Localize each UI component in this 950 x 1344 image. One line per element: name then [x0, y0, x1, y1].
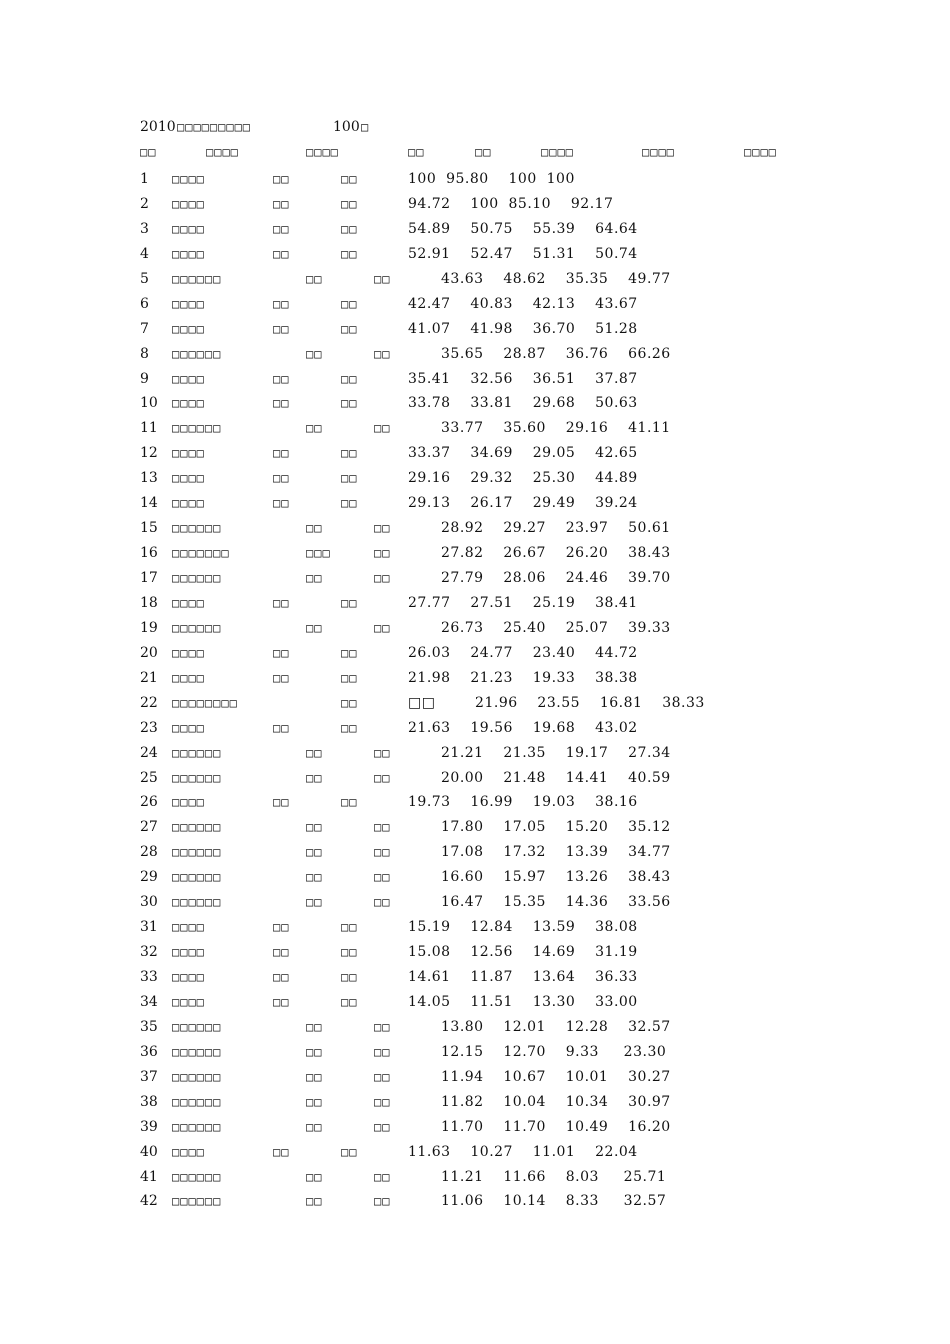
row-values: 21.21 21.35 19.17 27.34: [441, 744, 671, 761]
row-values: 41.07 41.98 36.70 51.28: [408, 320, 638, 337]
row-col-a: □□: [273, 795, 290, 810]
table-row: [0, 544, 950, 569]
row-values: 52.91 52.47 51.31 50.74: [408, 245, 638, 262]
row-name: □□□□: [172, 196, 205, 211]
row-col-a: □□: [273, 970, 290, 984]
row-values: 43.63 48.62 35.35 49.77: [441, 270, 671, 287]
row-number: 24: [140, 744, 158, 761]
row-number: 40: [140, 1143, 158, 1160]
row-number: 8: [140, 345, 149, 362]
table-row: [0, 394, 950, 419]
row-col-a: □□: [306, 845, 323, 860]
row-number: 31: [140, 919, 158, 936]
header-col-6: □□□□: [541, 145, 574, 159]
table-row: [0, 1192, 950, 1217]
row-col-a: □□: [273, 371, 290, 386]
row-col-a: □□: [306, 1094, 323, 1109]
row-col-b: □□: [374, 346, 391, 361]
row-name: □□□□□□: [172, 1094, 222, 1109]
row-col-a: □□: [273, 471, 290, 486]
row-col-b: □□: [341, 920, 358, 935]
table-row: [0, 444, 950, 469]
table-row: [0, 494, 950, 519]
table-row: [0, 170, 950, 195]
row-col-b: □□: [374, 546, 391, 561]
row-col-b: □□: [374, 895, 391, 910]
table-row: [0, 868, 950, 893]
row-col-b: □□: [341, 645, 358, 660]
row-col-b: □□: [341, 720, 358, 735]
header-col-5: □□: [475, 145, 492, 159]
row-number: 42: [140, 1193, 158, 1210]
row-name: □□□□□□□: [172, 546, 230, 561]
row-col-a: □□: [273, 645, 290, 660]
row-values: 17.80 17.05 15.20 35.12: [441, 819, 671, 836]
row-col-b: □□: [341, 1144, 358, 1159]
table-row: [0, 1093, 950, 1118]
table-row: [0, 769, 950, 794]
table-row: [0, 843, 950, 868]
row-number: 9: [140, 370, 149, 387]
row-col-b: □□: [374, 870, 391, 885]
row-col-a: □□: [306, 820, 323, 835]
table-row: [0, 345, 950, 370]
title-suffix: □: [361, 120, 370, 134]
row-col-b: □□: [341, 795, 358, 810]
row-number: 32: [140, 944, 158, 961]
row-col-a: □□: [273, 321, 290, 336]
row-values: 11.94 10.67 10.01 30.27: [441, 1068, 671, 1085]
row-name: □□□□□□□□: [172, 695, 238, 710]
row-name: □□□□□□: [172, 895, 222, 910]
row-values: 11.06 10.14 8.33 32.57: [441, 1193, 667, 1210]
row-name: □□□□□□: [172, 421, 222, 436]
row-number: 26: [140, 794, 158, 811]
row-name: □□□□□□: [172, 271, 222, 286]
row-values: 29.16 29.32 25.30 44.89: [408, 470, 638, 487]
row-col-b: □□: [341, 396, 358, 411]
row-col-b: □□: [374, 1044, 391, 1059]
row-values: 35.65 28.87 36.76 66.26: [441, 345, 671, 362]
row-col-b: □□: [374, 820, 391, 835]
table-row: [0, 968, 950, 993]
row-name: □□□□□□: [172, 521, 222, 536]
table-row: [0, 744, 950, 769]
row-col-a: □□: [306, 895, 323, 910]
row-col-a: □□: [273, 196, 290, 211]
table-row: [0, 818, 950, 843]
row-values: 29.13 26.17 29.49 39.24: [408, 495, 638, 512]
row-number: 21: [140, 669, 158, 686]
row-values: 26.03 24.77 23.40 44.72: [408, 644, 638, 661]
row-values: 100 95.80 100 100: [408, 171, 575, 187]
row-number: 18: [140, 594, 158, 611]
table-row: [0, 694, 950, 719]
table-row: [0, 245, 950, 270]
table-row: [0, 220, 950, 245]
row-number: 19: [140, 619, 158, 636]
row-col-a: □□: [273, 920, 290, 935]
row-name: □□□□: [172, 496, 205, 511]
row-values: 11.82 10.04 10.34 30.97: [441, 1093, 671, 1110]
table-row: [0, 320, 950, 345]
row-col-b: □□: [374, 521, 391, 536]
header-col-4: □□: [408, 145, 425, 159]
row-col-b: □□: [374, 845, 391, 860]
row-number: 28: [140, 844, 158, 861]
row-values: 16.47 15.35 14.36 33.56: [441, 894, 671, 911]
row-number: 38: [140, 1093, 158, 1110]
row-name: □□□□: [172, 396, 205, 411]
table-row: [0, 1143, 950, 1168]
row-values: 26.73 25.40 25.07 39.33: [441, 619, 671, 636]
row-col-a: □□: [273, 172, 290, 186]
row-col-b: □□: [374, 1069, 391, 1084]
header-col-2: □□□□: [206, 145, 239, 159]
row-name: □□□□□□: [172, 845, 222, 860]
table-row: [0, 195, 950, 220]
row-values: 21.98 21.23 19.33 38.38: [408, 669, 638, 686]
row-col-b: □□: [374, 1169, 391, 1184]
row-col-a: □□: [306, 1119, 323, 1134]
row-name: □□□□□□: [172, 770, 222, 785]
row-col-a: □□: [306, 521, 323, 536]
row-values: 28.92 29.27 23.97 50.61: [441, 520, 671, 537]
row-values: 16.60 15.97 13.26 38.43: [441, 869, 671, 886]
row-col-a: □□: [273, 945, 290, 960]
row-values: 35.41 32.56 36.51 37.87: [408, 370, 638, 387]
table-row: [0, 469, 950, 494]
row-number: 35: [140, 1018, 158, 1035]
header-col-1: □□: [140, 145, 157, 159]
row-name: □□□□: [172, 371, 205, 386]
row-number: 41: [140, 1168, 158, 1185]
header-col-8: □□□□: [744, 145, 777, 159]
row-values: 33.37 34.69 29.05 42.65: [408, 445, 638, 462]
row-number: 20: [140, 644, 158, 661]
row-name: □□□□: [172, 471, 205, 486]
row-number: 2: [140, 195, 149, 212]
row-col-a: □□: [306, 620, 323, 635]
title-boxes: □□□□□□□□□: [177, 120, 252, 134]
row-col-b: □□: [374, 571, 391, 585]
row-values: 15.08 12.56 14.69 31.19: [408, 944, 638, 961]
row-name: □□□□: [172, 1144, 205, 1159]
row-values: 14.61 11.87 13.64 36.33: [408, 969, 638, 985]
row-col-a: □□: [306, 346, 323, 361]
row-name: □□□□: [172, 945, 205, 960]
row-values: 94.72 100 85.10 92.17: [408, 195, 614, 212]
row-values: 11.21 11.66 8.03 25.71: [441, 1168, 667, 1185]
row-col-a: □□: [306, 271, 323, 286]
row-col-a: □□: [306, 870, 323, 885]
row-col-b: □□: [374, 1094, 391, 1109]
row-values: 19.73 16.99 19.03 38.16: [408, 794, 638, 811]
row-col-b: □□: [341, 172, 358, 186]
table-row: [0, 719, 950, 744]
row-values: 27.77 27.51 25.19 38.41: [408, 594, 638, 611]
row-col-b: □□: [341, 496, 358, 511]
row-col-b: □□: [341, 221, 358, 236]
row-name: □□□□□□: [172, 1194, 222, 1209]
table-header: [0, 145, 950, 165]
row-number: 15: [140, 520, 158, 537]
row-col-b: □□: [341, 945, 358, 960]
row-col-a: □□: [306, 1044, 323, 1059]
row-name: □□□□□□: [172, 1019, 222, 1034]
row-values: 12.15 12.70 9.33 23.30: [441, 1043, 667, 1060]
row-number: 37: [140, 1068, 158, 1085]
table-row: [0, 519, 950, 544]
row-col-a: □□□: [306, 546, 331, 561]
row-values: 27.79 28.06 24.46 39.70: [441, 570, 671, 586]
row-col-a: □□: [273, 221, 290, 236]
row-col-b: □□: [341, 321, 358, 336]
row-col-b: □□: [374, 770, 391, 785]
header-col-3: □□□□: [306, 145, 339, 159]
table-row: [0, 793, 950, 818]
row-col-b: □□: [374, 271, 391, 286]
table-row: [0, 619, 950, 644]
row-col-b: □□: [341, 670, 358, 685]
row-name: □□□□□□: [172, 1069, 222, 1084]
row-name: □□□□: [172, 246, 205, 261]
table-row: [0, 993, 950, 1018]
row-col-b: □□: [341, 595, 358, 610]
table-row: [0, 419, 950, 444]
row-col-a: □□: [273, 670, 290, 685]
row-col-a: □□: [306, 1169, 323, 1184]
table-row: [0, 270, 950, 295]
row-col-a: □□: [306, 1019, 323, 1034]
row-number: 23: [140, 719, 158, 736]
row-values: 14.05 11.51 13.30 33.00: [408, 993, 638, 1010]
row-number: 29: [140, 869, 158, 886]
row-name: □□□□□□: [172, 1169, 222, 1184]
row-col-a: □□: [273, 396, 290, 411]
row-name: □□□□□□: [172, 346, 222, 361]
row-col-a: □□: [306, 1194, 323, 1209]
row-col-a: □□: [273, 296, 290, 311]
table-row: [0, 669, 950, 694]
row-number: 1: [140, 171, 149, 187]
table-row: [0, 1118, 950, 1143]
row-values: 27.82 26.67 26.20 38.43: [441, 545, 671, 562]
row-col-b: □□: [341, 446, 358, 461]
row-number: 27: [140, 819, 158, 836]
row-col-a: □□: [273, 1144, 290, 1159]
row-number: 33: [140, 969, 158, 985]
table-row: [0, 594, 950, 619]
table-row: [0, 893, 950, 918]
row-col-b: □□: [374, 421, 391, 436]
row-col-a: □□: [306, 1069, 323, 1084]
row-col-b: □□: [341, 246, 358, 261]
row-col-b: □□: [341, 196, 358, 211]
row-number: 3: [140, 220, 149, 237]
row-name: □□□□□□: [172, 870, 222, 885]
row-number: 6: [140, 295, 149, 312]
row-name: □□□□□□: [172, 620, 222, 635]
row-name: □□□□: [172, 670, 205, 685]
row-name: □□□□: [172, 795, 205, 810]
row-col-b: □□: [341, 471, 358, 486]
table-row: [0, 1043, 950, 1068]
row-col-a: □□: [273, 496, 290, 511]
row-number: 11: [140, 420, 158, 437]
row-col-a: □□: [273, 246, 290, 261]
row-name: □□□□□□: [172, 820, 222, 835]
row-name: □□□□: [172, 645, 205, 660]
row-name: □□□□: [172, 172, 205, 186]
row-number: 5: [140, 270, 149, 287]
row-name: □□□□: [172, 994, 205, 1009]
table-row: [0, 370, 950, 395]
row-number: 12: [140, 445, 158, 462]
row-number: 14: [140, 495, 158, 512]
row-values: 42.47 40.83 42.13 43.67: [408, 295, 638, 312]
row-values: 11.63 10.27 11.01 22.04: [408, 1143, 638, 1160]
title-prefix: 2010: [140, 119, 176, 135]
row-name: □□□□□□: [172, 1044, 222, 1059]
row-col-b: □□: [374, 1019, 391, 1034]
row-name: □□□□: [172, 970, 205, 984]
row-col-a: □□: [306, 421, 323, 436]
row-values: 20.00 21.48 14.41 40.59: [441, 769, 671, 786]
row-col-b: □□: [341, 296, 358, 311]
row-name: □□□□: [172, 595, 205, 610]
row-col-a: □□: [306, 745, 323, 760]
row-col-a: □□: [306, 770, 323, 785]
row-values: 13.80 12.01 12.28 32.57: [441, 1018, 671, 1035]
row-col-b: □□: [374, 745, 391, 760]
row-col-b: □□: [374, 620, 391, 635]
row-number: 39: [140, 1118, 158, 1135]
document-title: [140, 119, 740, 139]
row-col-b: □□: [341, 994, 358, 1009]
row-number: 36: [140, 1043, 158, 1060]
row-name: □□□□□□: [172, 745, 222, 760]
table-row: [0, 943, 950, 968]
row-values: 17.08 17.32 13.39 34.77: [441, 844, 671, 861]
row-name: □□□□: [172, 446, 205, 461]
row-values: 54.89 50.75 55.39 64.64: [408, 220, 638, 237]
row-col-a: □□: [273, 720, 290, 735]
row-name: □□□□□□: [172, 1119, 222, 1134]
header-col-7: □□□□: [642, 145, 675, 159]
row-values: 21.63 19.56 19.68 43.02: [408, 719, 638, 736]
row-number: 4: [140, 245, 149, 262]
row-col-a: □□: [273, 994, 290, 1009]
row-name: □□□□: [172, 221, 205, 236]
table-row: [0, 1018, 950, 1043]
row-col-a: □□: [273, 446, 290, 461]
row-number: 16: [140, 545, 158, 562]
table-row: [0, 1168, 950, 1193]
row-values: □□ 21.96 23.55 16.81 38.33: [408, 694, 705, 711]
row-number: 30: [140, 894, 158, 911]
table-row: [0, 1068, 950, 1093]
row-number: 22: [140, 694, 158, 711]
row-col-a: □□: [273, 595, 290, 610]
row-number: 34: [140, 993, 158, 1010]
row-name: □□□□: [172, 321, 205, 336]
table-body: [0, 170, 950, 1217]
row-name: □□□□: [172, 920, 205, 935]
row-number: 17: [140, 570, 158, 586]
row-col-b: □□: [341, 371, 358, 386]
row-values: 33.78 33.81 29.68 50.63: [408, 395, 638, 412]
row-col-b: □□: [374, 1119, 391, 1134]
table-row: [0, 295, 950, 320]
row-col-b: □□: [341, 970, 358, 984]
row-number: 13: [140, 470, 158, 487]
row-number: 25: [140, 769, 158, 786]
row-number: 7: [140, 320, 149, 337]
row-values: 15.19 12.84 13.59 38.08: [408, 919, 638, 936]
table-row: [0, 569, 950, 594]
row-col-a: □□: [306, 571, 323, 585]
row-number: 10: [140, 395, 158, 412]
row-name: □□□□: [172, 720, 205, 735]
row-values: 11.70 11.70 10.49 16.20: [441, 1118, 671, 1135]
row-values: 33.77 35.60 29.16 41.11: [441, 420, 671, 437]
title-count: 100: [333, 119, 360, 135]
row-name: □□□□: [172, 296, 205, 311]
row-name: □□□□□□: [172, 571, 222, 585]
table-row: [0, 918, 950, 943]
table-row: [0, 644, 950, 669]
row-col-b: □□: [374, 1194, 391, 1209]
row-col-b: □□: [341, 695, 358, 710]
